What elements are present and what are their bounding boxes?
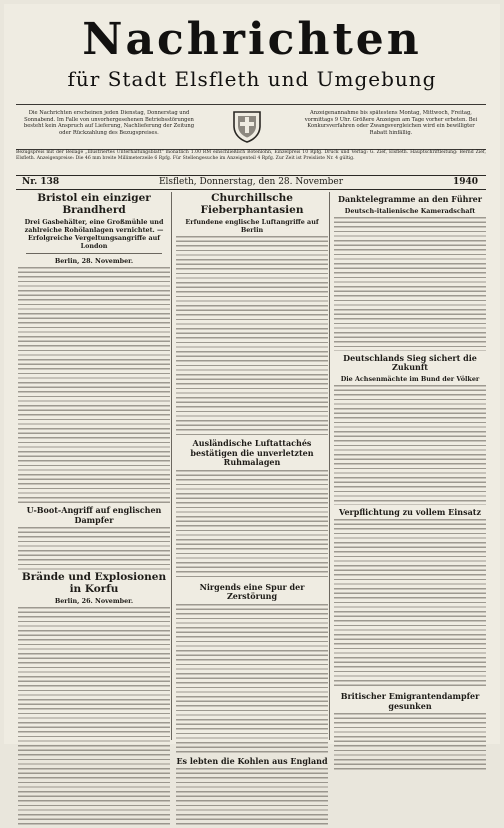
dateline-text: Berlin, 26. November. — [54, 597, 134, 605]
newspaper-subtitle: für Stadt Elsfleth und Umgebung — [67, 67, 437, 91]
article-text — [176, 768, 328, 828]
article-text — [18, 267, 170, 503]
issue-number: Nr. 138 — [22, 177, 60, 187]
article-text — [176, 470, 328, 580]
issue-year: 1940 — [452, 177, 478, 187]
subscription-fineprint: Bezugspreis mit der Beilage „Illustriertes Unterhaltungsblatt“ monatlich 1.00 RM einschließlich Botenlohn, Einzelpreis 10 Rpfg. Druck und Verlag: G. Zief, Elsfleth. Hauptschriftleitung: Bernd Zief, Elsfleth. Anzeigenpreise: Die 46 mm breite Millimeterzeile 6 Rpfg. Für Stellengesuche im Anzeigenteil 4 Rpfg. Zur Zeit ist Preisliste Nr. 4 gültig. — [16, 150, 486, 161]
headline: U-Boot-Angriff auf englischen Dampfer — [26, 505, 162, 525]
subheadline: Deutsch-italienische Kameradschaft — [344, 206, 476, 215]
column-3 — [334, 192, 486, 740]
column-rule — [171, 192, 172, 740]
headline: Verpflichtung zu vollem Einsatz — [338, 506, 482, 517]
newspaper-page — [4, 4, 500, 766]
newspaper-title: Nachrichten — [82, 14, 422, 65]
headline: Churchillsche Fieberphantasien — [200, 192, 304, 216]
article-text — [334, 713, 486, 773]
headline: Ausländische Luftattachés bestätigen die unverletzten Ruhmalagen — [190, 438, 314, 467]
article-text — [176, 236, 328, 436]
subheadline: Die Achsenmächte im Bund der Völker — [340, 374, 480, 383]
headline: Nirgends eine Spur der Zerstörung — [199, 581, 305, 601]
dateline-text: Berlin, 28. November. — [54, 257, 134, 265]
headline: Britischer Emigrantendampfer gesunken — [340, 691, 480, 711]
publication-info: Die Nachrichten erscheinen jeden Dienstag, Donnerstag und Sonnabend. Im Falle von unvorhergesehenen Betriebsstörungen besteht kein Anspruch auf Lieferung, Nachlieferung der Zeitung oder Rückzahlung des Bezugspreises. — [23, 110, 195, 136]
issue-date: Elsfleth, Donnerstag, den 28. November — [158, 177, 344, 187]
article-text — [334, 217, 486, 351]
column-2 — [176, 192, 328, 766]
dateline — [16, 175, 486, 190]
headline: Brände und Explosionen in Korfu — [21, 571, 167, 595]
headline: Deutschlands Sieg sichert die Zukunft — [343, 352, 477, 372]
article-text — [176, 604, 328, 754]
subheadline: Drei Gasbehälter, eine Großmühle und zahlreiche Rohölanlagen vernichtet. — Erfolgreiche Vergeltungsangriffe auf London — [24, 218, 164, 250]
headline: Es lebten die Kohlen aus England — [176, 755, 328, 766]
info-bar — [16, 104, 486, 150]
coat-of-arms-icon — [228, 108, 266, 144]
headline: Bristol ein einziger Brandherd — [37, 192, 151, 216]
article-text — [334, 519, 486, 689]
advertising-info: Anzeigenannahme bis spätestens Montag, Mittwoch, Freitag, vormittags 9 Uhr. Größere Anzeigen am Tage vorher erbeten. Bei Konkursverfahren oder Zwangsvergleichen wird ein bewilligter Rabatt hinfällig. — [304, 110, 478, 136]
article-text — [18, 607, 170, 827]
article-text — [18, 527, 170, 571]
headline: Danktelegramme an den Führer — [338, 194, 482, 204]
article-text — [334, 385, 486, 505]
subheadline: Erfundene englische Luftangriffe auf Berlin — [185, 218, 319, 234]
column-1 — [18, 192, 170, 740]
separator — [26, 253, 162, 254]
masthead — [4, 4, 500, 104]
column-rule — [329, 192, 330, 740]
